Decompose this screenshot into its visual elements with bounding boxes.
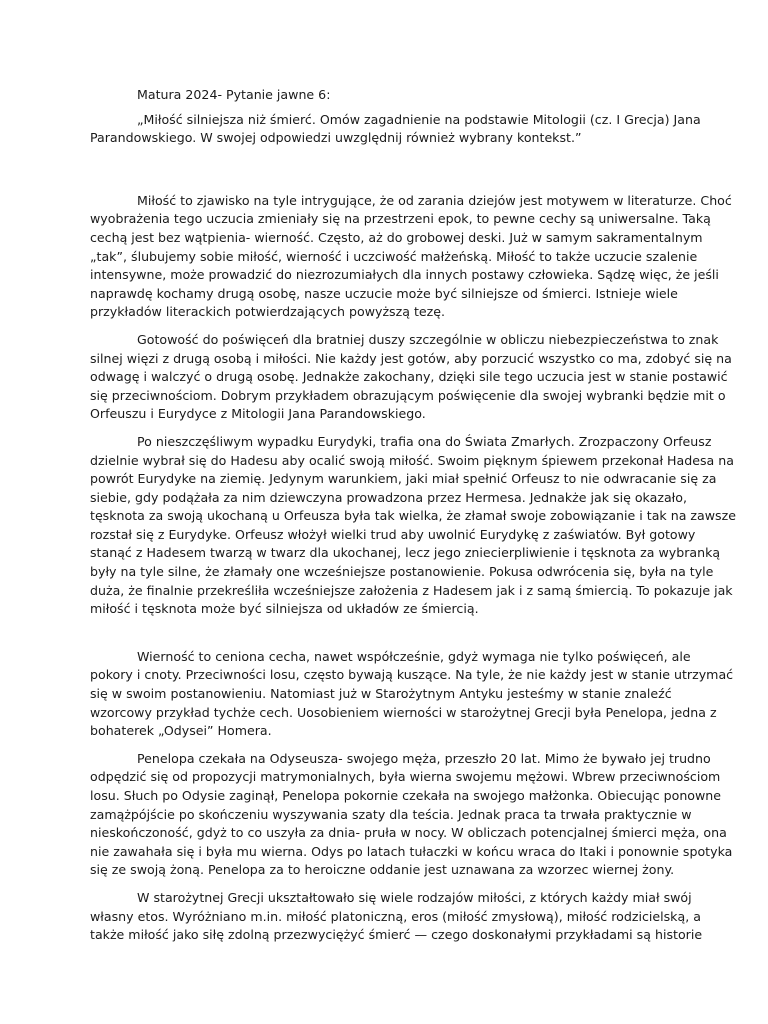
body-paragraph — [90, 433, 736, 619]
text-line: tęsknota za swoją ukochaną u Orfeusza była tak wielka, że złamał swoje zobowiązanie i tak na zawsze — [90, 508, 736, 524]
text-line: cechą jest bez wątpienia- wierność. Często, aż do grobowej deski. Już w samym sakramentalnym — [90, 229, 703, 245]
text-line: W starożytnej Grecji ukształtowało się wiele rodzajów miłości, z których każdy miał swój — [137, 889, 692, 905]
text-line: wyobrażenia tego uczucia zmieniały się na przestrzeni epok, to pewne cechy są uniwersalne. Taką — [90, 211, 711, 227]
body-paragraph — [90, 192, 732, 322]
text-line: Po nieszczęśliwym wypadku Eurydyki, trafia ona do Świata Zmarłych. Zrozpaczony Orfeusz — [137, 433, 712, 449]
question-paragraph — [90, 111, 701, 148]
text-line: nieskończoność, gdyż to co uszyła za dnia- pruła w nocy. W obliczach potencjalnej śmierci męża, ona — [90, 825, 727, 841]
text-line: miłość i tęsknota może być silniejsza od układów ze śmiercią. — [90, 601, 479, 617]
body-paragraph — [90, 889, 703, 945]
text-line: intensywne, może prowadzić do niezrozumiałych dla innych postawy człowieka. Sądzę więc, że jeśli — [90, 267, 719, 283]
text-line: rozstał się z Eurydyke. Orfeusz włożył wielki trud aby uwolnić Eurydykę z zaświatów. Był gotowy — [90, 526, 696, 542]
text-line: się przeciwnościom. Dobrym przykładem obrazującym poświęcenie dla swojej wybranki będzie mit o — [90, 387, 726, 403]
text-line: odpędzić się od propozycji matrymonialnych, była wierna swojemu mężowi. Wbrew przeciwnościom — [90, 769, 721, 785]
text-line: własny etos. Wyróżniano m.in. miłość platoniczną, eros (miłość zmysłową), miłość rodzicielską, a — [90, 908, 701, 924]
text-line: były na tyle silne, że złamały one wcześniejsze postanowienie. Pokusa odwrócenia się, była na tyle — [90, 564, 714, 580]
text-line: zamążpójście po skończeniu wyszywania szaty dla teścia. Jednak praca ta trwała praktycznie w — [90, 806, 692, 822]
text-line: stanąć z Hadesem twarzą w twarz dla ukochanej, lecz jego zniecierpliwienie i tęsknota za wybranką — [90, 545, 721, 561]
text-line: naprawdę kochamy drugą osobę, nasze uczucie może być silniejsze od śmierci. Istnieje wiele — [90, 285, 678, 301]
text-line: duża, że finalnie przekreśliła wcześniejsze założenia z Hadesem jak i z samą śmiercią. To pokazuje jak — [90, 582, 733, 598]
text-line: bohaterek „Odysei” Homera. — [90, 723, 272, 739]
text-line: się ze swoją żoną. Penelopa za to heroiczne oddanie jest uznawana za wzorzec wiernej żony. — [90, 862, 675, 878]
text-line: Miłość to zjawisko na tyle intrygujące, że od zarania dziejów jest motywem w literaturze. Choć — [137, 192, 732, 208]
body-paragraph — [90, 331, 732, 424]
question-line: Parandowskiego. W swojej odpowiedzi uwzględnij również wybrany kontekst.” — [90, 130, 582, 146]
text-line: powrót Eurydyke na ziemię. Jedynym warunkiem, jaki miał spełnić Orfeusz to nie odwracanie się za — [90, 471, 717, 487]
text-line: losu. Słuch po Odysie zaginął, Penelopa pokornie czekała na swojego małżonka. Obiecując ponowne — [90, 788, 722, 803]
text-line: Penelopa czekała na Odyseusza- swojego męża, przeszło 20 lat. Mimo że bywało jej trudno — [137, 750, 711, 766]
document-heading: Matura 2024- Pytanie jawne 6: — [137, 87, 331, 102]
text-line: nie zawahała się i była mu wierna. Odys po latach tułaczki w końcu wraca do Itaki i ponownie spotyka — [90, 843, 733, 859]
body-paragraph — [90, 648, 734, 741]
body-paragraph — [90, 750, 733, 880]
text-line: przykładów literackich potwierdzających powyższą tezę. — [90, 304, 445, 320]
text-line: silnej więzi z drugą osobą i miłości. Nie każdy jest gotów, aby porzucić wszystko co ma, zdobyć się na — [90, 350, 732, 366]
text-line: się w swoim postanowieniu. Natomiast już w Starożytnym Antyku jesteśmy w stanie znaleźć — [90, 686, 672, 702]
text-line: Orfeuszu i Eurydyce z Mitologii Jana Parandowskiego. — [90, 406, 426, 422]
text-line: odwagę i walczyć o drugą osobę. Jednakże zakochany, dzięki sile tego uczucia jest w stanie postawić — [90, 369, 728, 385]
text-line: wzorcowy przykład tychże cech. Uosobieniem wierności w starożytnej Grecji była Penelopa, jedna z — [90, 704, 717, 720]
text-line: Gotowość do poświęceń dla bratniej duszy szczególnie w obliczu niebezpieczeństwa to znak — [137, 331, 719, 347]
question-line: „Miłość silniejsza niż śmierć. Omów zagadnienie na podstawie Mitologii (cz. I Grecja) Jana — [137, 111, 701, 127]
text-line: także miłość jako siłę zdolną przezwyciężyć śmierć — czego doskonałymi przykładami są historie — [90, 927, 703, 943]
document-page — [90, 86, 736, 945]
text-line: siebie, gdy podążała za nim dziewczyna prowadzona przez Hermesa. Jednakże jak się okazało, — [90, 489, 687, 505]
text-line: Wierność to ceniona cecha, nawet współcześnie, gdyż wymaga nie tylko poświęceń, ale — [137, 648, 691, 664]
text-line: pokory i cnoty. Przeciwności losu, często bywają kuszące. Na tyle, że nie każdy jest w stanie utrzymać — [90, 667, 734, 683]
text-line: dzielnie wybrał się do Hadesu aby ocalić swoją miłość. Swoim pięknym śpiewem przekonał Hadesa na — [90, 452, 734, 468]
text-line: „tak”, ślubujemy sobie miłość, wierność i uczciwość małżeńską. Miłość to także uczucie szalenie — [90, 248, 698, 264]
